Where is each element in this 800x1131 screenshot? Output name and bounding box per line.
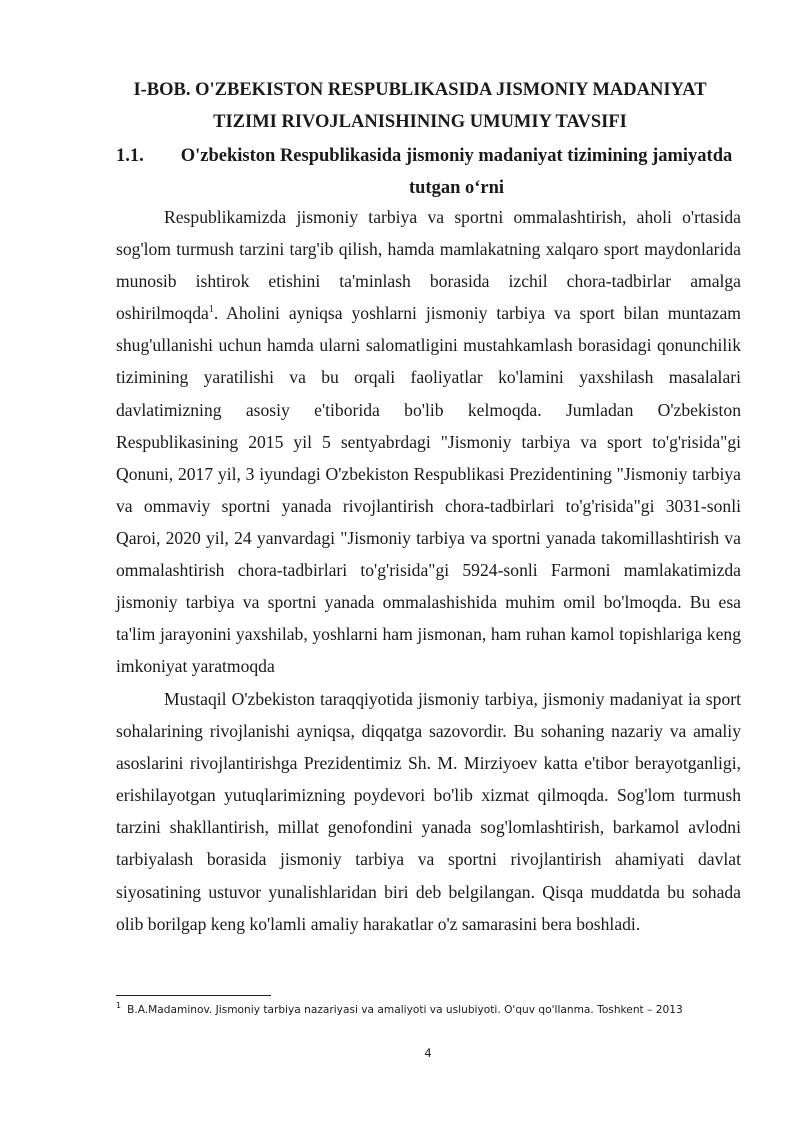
- page-number: 4: [424, 1046, 432, 1060]
- section-heading: [116, 140, 740, 204]
- paragraph-1: [116, 201, 741, 682]
- footnote-mark: 1: [116, 1001, 122, 1011]
- section-title: O'zbekiston Respublikasida jismoniy madaniyat tizimining jamiyatda tutgan o‘rni: [180, 146, 733, 198]
- paragraph-1-text-b: . Aholini ayniqsa yoshlarni jismoniy tarbiya va sport bilan muntazam shug'ullanishi uchun hamda ularni salomatligini mustahkamlash borasidagi qonunchilik tizimining yaratilishi va bu orqali faoliyatlar ko'lamini yaxshilash masalalari davlatimizning asosiy e'tiborida bo'lib kelmoqda. Jumladan O'zbekiston Respublikasining 2015 yil 5 sentyabrdagi "Jismoniy tarbiya va sport to'g'risida"gi Qonuni, 2017 yil, 3 iyundagi O'zbekiston Respublikasi Prezidentining "Jismoniy tarbiya va ommaviy sportni yanada rivojlantirish chora-tadbirlari to'g'risida"gi 3031-sonli Qaroi, 2020 yil, 24 yanvardagi "Jismoniy tarbiya va sportni yanada takomillashtirish va ommalashtirish chora-tadbirlari to'g'risida"gi 5924-sonli Farmoni mamlakatimizda jismoniy tarbiya va sportni yanada ommalashishida muhim omil bo'lmoqda. Bu esa ta'lim jarayonini yaxshilab, yoshlarni ham jismonan, ham ruhan kamol topishlariga keng imkoniyat yaratmoqda: [116, 303, 741, 677]
- footnote: [116, 1002, 741, 1018]
- footnote-text: B.A.Madaminov. Jismoniy tarbiya nazariyasi va amaliyoti va uslubiyoti. O'quv qo'llanma. Toshkent – 2013: [127, 1004, 683, 1016]
- section-number: 1.1.: [116, 146, 144, 166]
- paragraph-2: Mustaqil O'zbekiston taraqqiyotida jismoniy tarbiya, jismoniy madaniyat ia sport sohalarining rivojlanishi ayniqsa, diqqatga sazovordir. Bu sohaning nazariy va amaliy asoslarini rivojlantirishga Prezidentimiz Sh. M. Mirziyoev katta e'tibor berayotganligi, erishilayotgan yutuqlarimizning poydevori bo'lib xizmat qilmoqda. Sog'lom turmush tarzini shakllantirish, millat genofondini yanada sog'lomlashtirish, barkamol avlodni tarbiyalash borasida jismoniy tarbiya va sportni rivojlantirish ahamiyati davlat siyosatining ustuvor yunalishlaridan biri deb belgilangan. Qisqa muddatda bu sohada olib borilgap keng ko'lamli amaliy harakatlar o'z samarasini bera boshladi.: [116, 689, 741, 934]
- footnote-divider: [116, 995, 271, 996]
- chapter-title: I-BOB. O'ZBEKISTON RESPUBLIKASIDA JISMONIY MADANIYAT TIZIMI RIVOJLANISHINING UMUMIY TAVSIFI: [133, 80, 707, 132]
- footnote-reference[interactable]: 1: [208, 304, 214, 316]
- paragraph-1-text-a: Respublikamizda jismoniy tarbiya va sportni ommalashtirish, aholi o'rtasida sog'lom turmush tarzini targ'ib qilish, hamda mamlakatning xalqaro sport maydonlarida munosib ishtirok etishini ta'minlash borasida izchil chora-tadbirlar amalga oshirilmoqda: [116, 207, 741, 324]
